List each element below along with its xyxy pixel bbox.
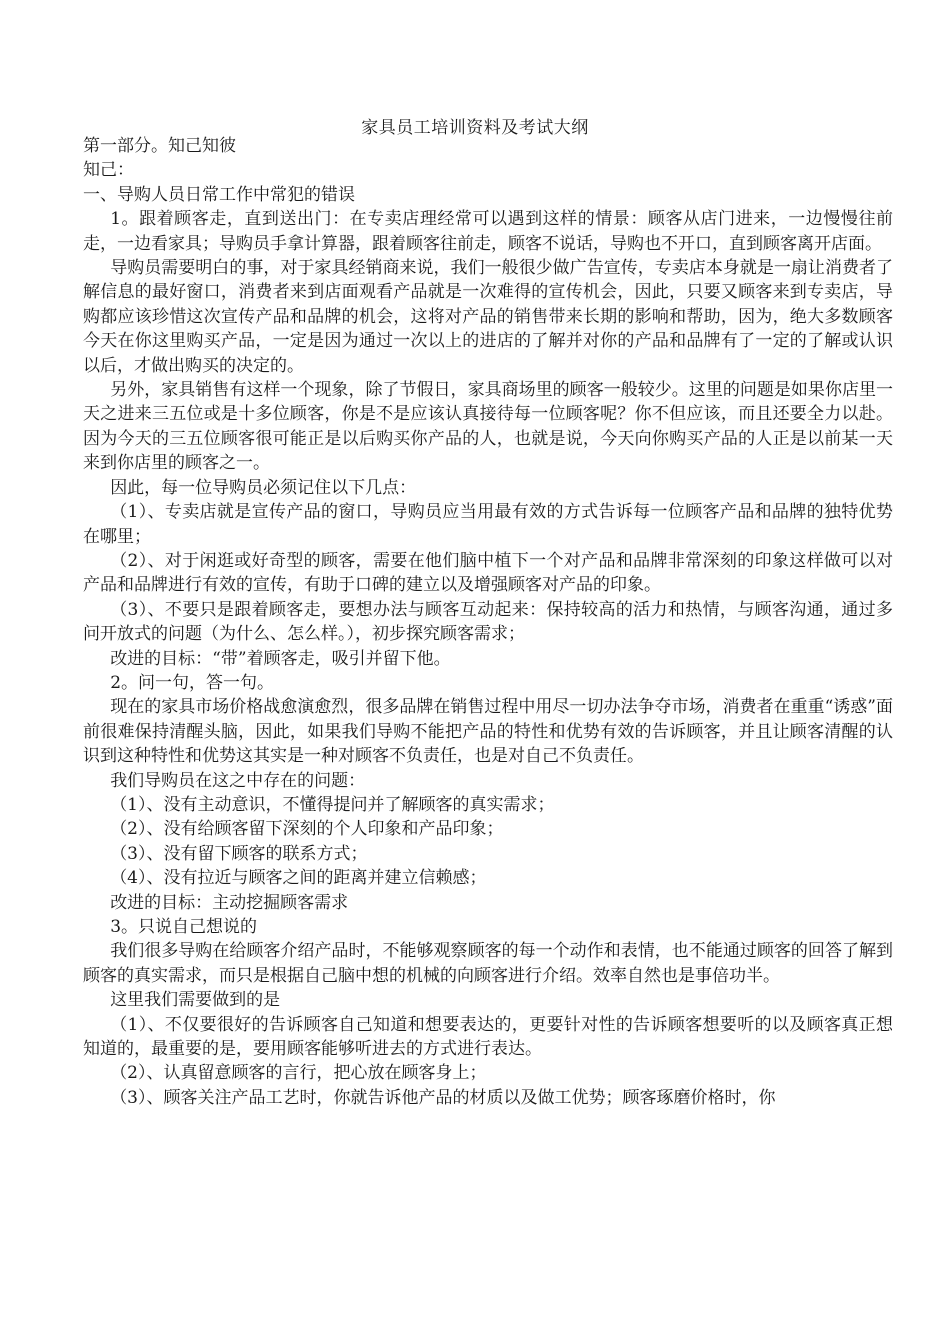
list-item: （2）、认真留意顾客的言行，把心放在顾客身上；: [110, 1063, 487, 1084]
paragraph: 改进的目标：“带”着顾客走，吸引并留下他。: [110, 648, 451, 669]
list-item: （1）、专卖店就是宣传产品的窗口，导购员应当用最有效的方式告诉每一位顾客产品和品牌的独特优势在哪里；: [83, 502, 893, 547]
subsection-heading: 3。只说自己想说的: [110, 917, 258, 937]
subsection-heading: 2。问一句，答一句。: [110, 672, 275, 693]
list-item: （1）、没有主动意识，不懂得提问并了解顾客的真实需求；: [110, 794, 555, 815]
document-title: 家具员工培训资料及考试大纲: [361, 118, 589, 138]
list-item: （3）、不要只是跟着顾客走，要想办法与顾客互动起来：保持较高的活力和热情，与顾客沟通，通过多问开放式的问题（为什么、怎么样。），初步探究顾客需求；: [83, 599, 893, 645]
paragraph: 另外，家具销售有这样一个现象，除了节假日，家具商场里的顾客一般较少。这里的问题是如果你店里一天之进来三五位或是十多位顾客，你是不是应该认真接待每一位顾客呢？你不但应该，而且还要全力以赴。因为今天的三五位顾客很可能正是以后购买你产品的人，也就是说，今天向你购买产品的人正是以前某一天来到你店里的顾客之一。: [83, 380, 893, 474]
part-heading: 第一部分。知己知彼: [83, 136, 236, 156]
paragraph: 因此，每一位导购员必须记住以下几点：: [110, 477, 417, 498]
document-body: [83, 134, 893, 1110]
list-item: （2）、没有给顾客留下深刻的个人印象和产品印象；: [110, 819, 504, 840]
list-item: （1）、不仅要很好的告诉顾客自己知道和想要表达的，更要针对性的告诉顾客想要听的以及顾客真正想知道的，最重要的是，要用顾客能够听进去的方式进行表达。: [83, 1014, 893, 1060]
section-label: 知己：: [83, 160, 134, 181]
paragraph: 导购员需要明白的事，对于家具经销商来说，我们一般很少做广告宣传，专卖店本身就是一扇让消费者了解信息的最好窗口，消费者来到店面观看产品就是一次难得的宣传机会，因此，只要又顾客来到专卖店，导购都应该珍惜这次宣传产品和品牌的机会，这将对产品的销售带来长期的影响和帮助，因为，绝大多数顾客今天在你这里购买产品，一定是因为通过一次以上的进店的了解并对你的产品和品牌有了一定的了解或认识以后，才做出购买的决定的。: [83, 258, 893, 376]
paragraph: 这里我们需要做到的是: [110, 990, 281, 1011]
list-item: （4）、没有拉近与顾客之间的距离并建立信赖感；: [110, 868, 487, 889]
paragraph: 现在的家具市场价格战愈演愈烈，很多品牌在销售过程中用尽一切办法争夺市场，消费者在重重“诱惑”面前很难保持清醒头脑，因此，如果我们导购不能把产品的特性和优势有效的告诉顾客，并且让顾客清醒的认识到这种特性和优势这其实是一种对顾客不负责任，也是对自己不负责任。: [83, 697, 893, 767]
paragraph: 我们很多导购在给顾客介绍产品时，不能够观察顾客的每一个动作和表情，也不能通过顾客的回答了解到顾客的真实需求，而只是根据自己脑中想的机械的向顾客进行介绍。效率自然也是事倍功半。: [83, 941, 893, 986]
list-item: （2）、对于闲逛或好奇型的顾客，需要在他们脑中植下一个对产品和品牌非常深刻的印象这样做可以对产品和品牌进行有效的宣传，有助于口碑的建立以及增强顾客对产品的印象。: [83, 550, 893, 596]
paragraph: 1。跟着顾客走，直到送出门：在专卖店理经常可以遇到这样的情景：顾客从店门进来，一边慢慢往前走，一边看家具；导购员手拿计算器，跟着顾客往前走，顾客不说话，导购也不开口，直到顾客离开店面。: [83, 209, 893, 254]
section-heading: 一、导购人员日常工作中常犯的错误: [83, 184, 355, 205]
list-item: （3）、顾客关注产品工艺时，你就告诉他产品的材质以及做工优势；顾客琢磨价格时，你: [110, 1087, 776, 1108]
paragraph: 我们导购员在这之中存在的问题：: [110, 770, 366, 791]
paragraph: 改进的目标：主动挖掘顾客需求: [110, 892, 349, 913]
list-item: （3）、没有留下顾客的联系方式；: [110, 843, 368, 864]
